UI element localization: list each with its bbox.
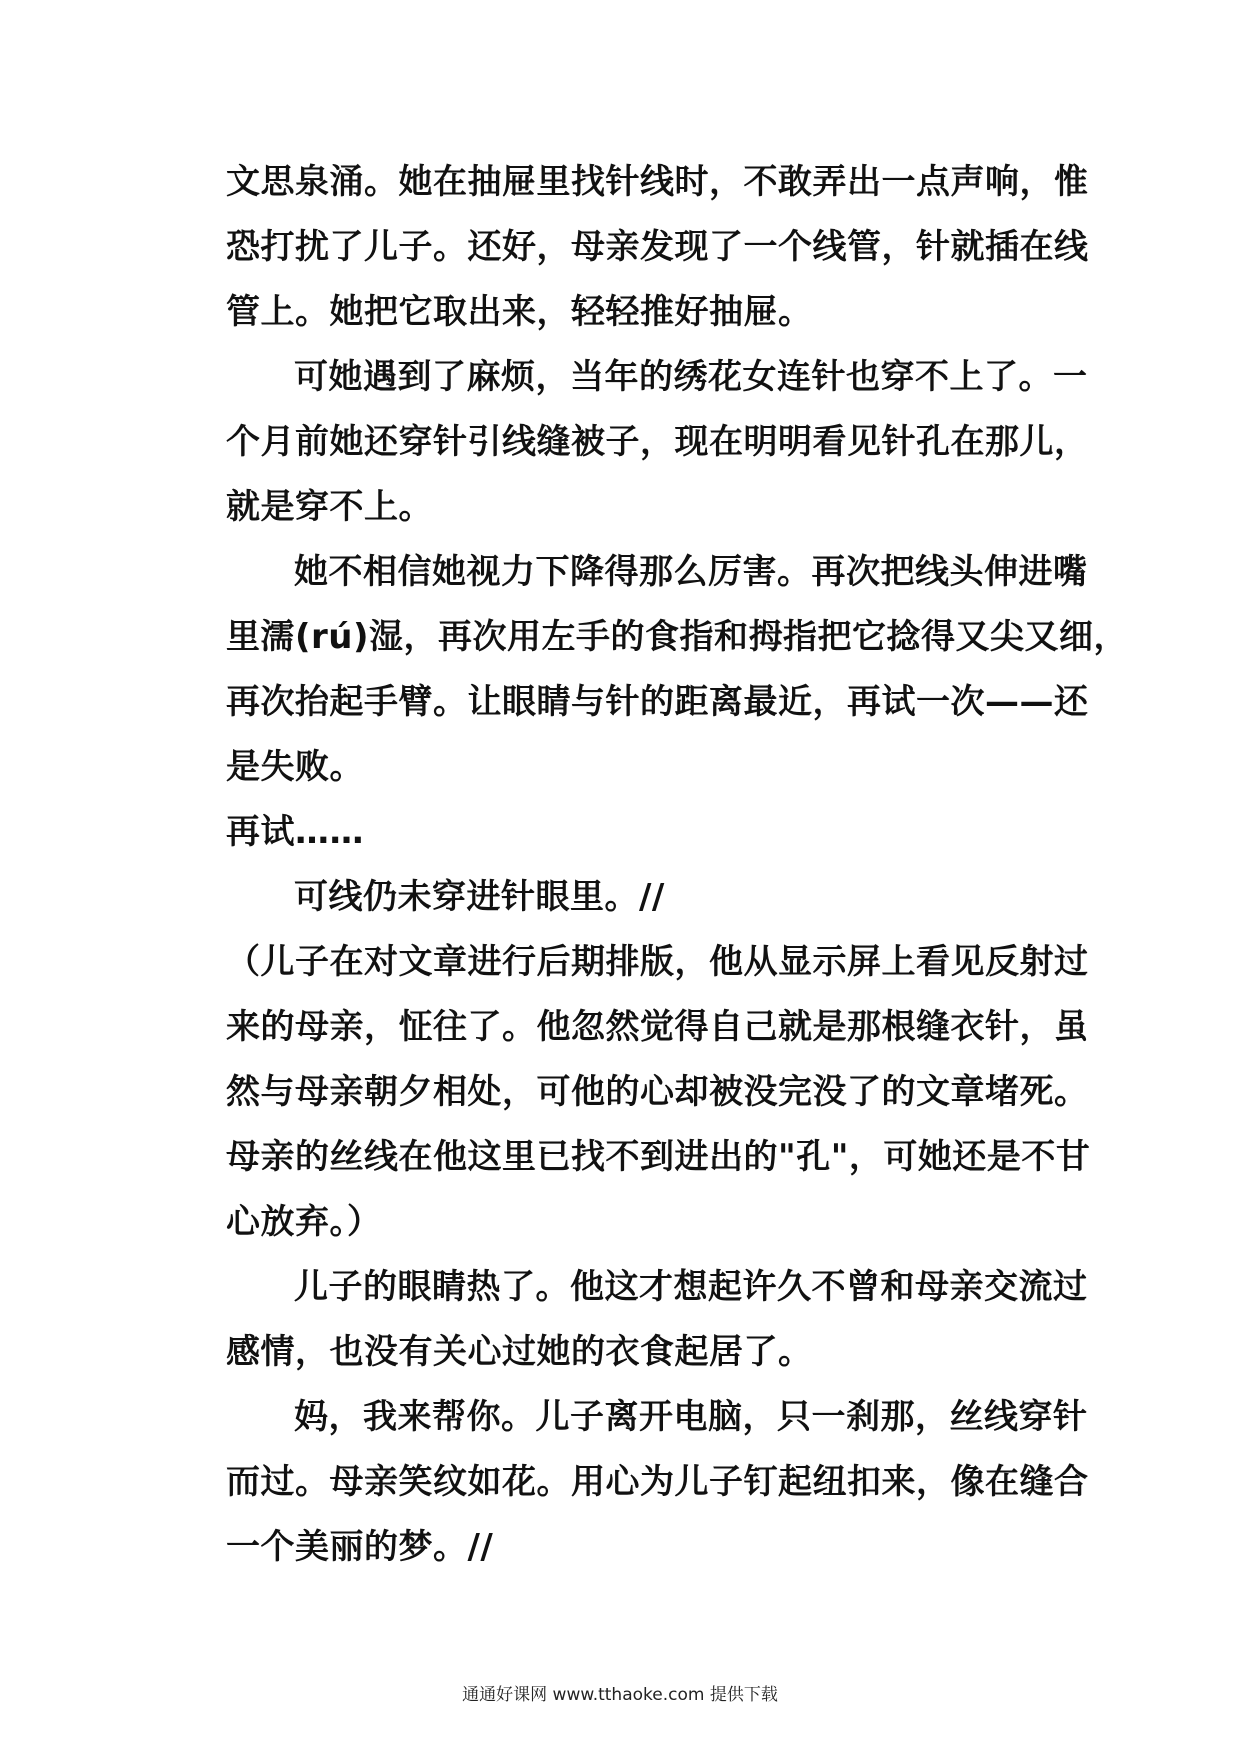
text-line: 可线仍未穿进针眼里。// xyxy=(294,877,665,917)
text-line: 心放弃。） xyxy=(226,1202,382,1242)
text-line: 妈，我来帮你。儿子离开电脑，只一刹那，丝线穿针 xyxy=(294,1397,1088,1437)
text-line: 就是穿不上。 xyxy=(226,487,433,527)
text-line: 而过。母亲笑纹如花。用心为儿子钉起纽扣来，像在缝合 xyxy=(226,1462,1089,1502)
text-line: 她不相信她视力下降得那么厉害。再次把线头伸进嘴 xyxy=(294,552,1088,592)
text-line: 文思泉涌。她在抽屉里找针线时，不敢弄出一点声响，惟 xyxy=(226,162,1089,202)
text-line: 儿子的眼睛热了。他这才想起许久不曾和母亲交流过 xyxy=(294,1267,1088,1307)
page-footer: 通通好课网 www.tthaoke.com 提供下载 xyxy=(462,1685,778,1705)
text-line: 恐打扰了儿子。还好，母亲发现了一个线管，针就插在线 xyxy=(226,227,1089,267)
text-line: 可她遇到了麻烦，当年的绣花女连针也穿不上了。一 xyxy=(294,357,1088,397)
article-body xyxy=(226,150,1129,1580)
text-line: （儿子在对文章进行后期排版，他从显示屏上看见反射过 xyxy=(226,942,1089,982)
text-line: 管上。她把它取出来，轻轻推好抽屉。 xyxy=(226,292,813,332)
text-line: 里濡(rú)湿，再次用左手的食指和拇指把它捻得又尖又细， xyxy=(226,617,1129,657)
text-line: 一个美丽的梦。// xyxy=(226,1527,494,1567)
text-line: 感情，也没有关心过她的衣食起居了。 xyxy=(226,1332,813,1372)
text-line: 是失败。 xyxy=(226,747,364,787)
text-line: 再次抬起手臂。让眼睛与针的距离最近，再试一次——还 xyxy=(226,682,1089,722)
text-line: 个月前她还穿针引线缝被子，现在明明看见针孔在那儿， xyxy=(226,422,1089,462)
text-line: 母亲的丝线在他这里已找不到进出的"孔"，可她还是不甘 xyxy=(226,1137,1091,1177)
text-line: 来的母亲，怔往了。他忽然觉得自己就是那根缝衣针，虽 xyxy=(226,1007,1089,1047)
text-line: 然与母亲朝夕相处，可他的心却被没完没了的文章堵死。 xyxy=(226,1072,1089,1112)
text-line: 再试…… xyxy=(226,812,364,852)
